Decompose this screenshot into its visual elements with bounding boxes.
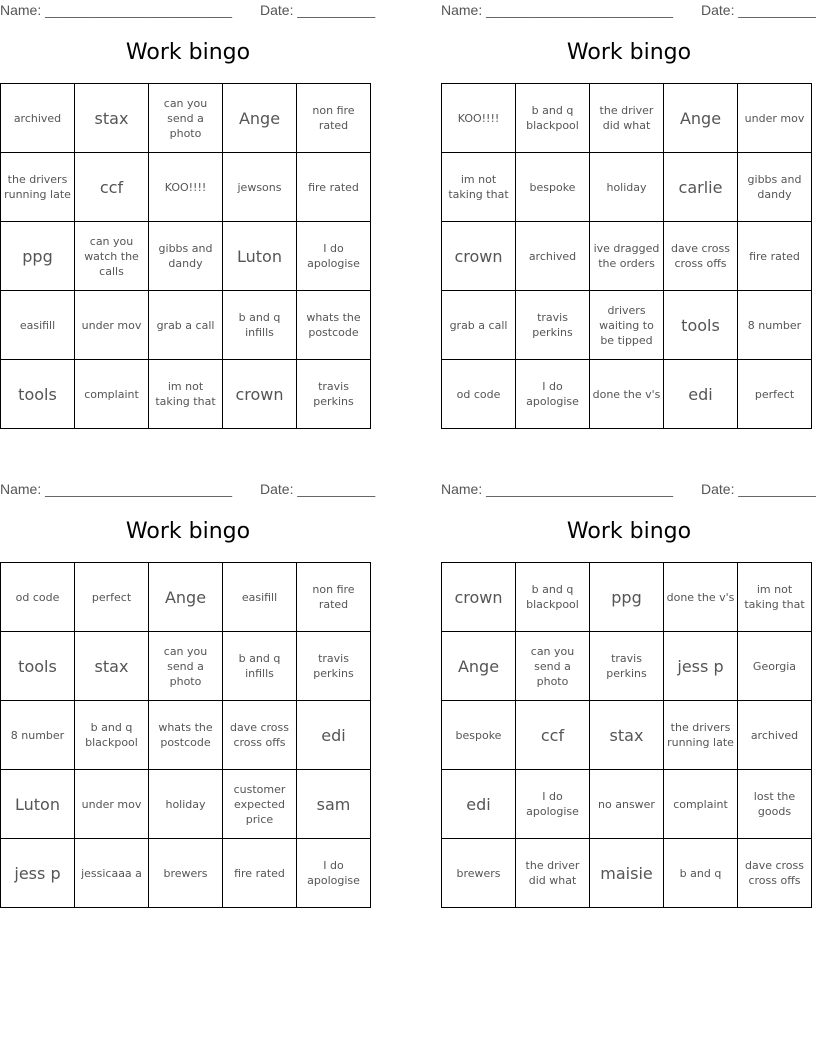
bingo-cell: bespoke bbox=[516, 153, 590, 222]
card-title: Work bingo bbox=[566, 40, 692, 65]
bingo-cell: Luton bbox=[1, 770, 75, 839]
bingo-cell: travis perkins bbox=[297, 632, 371, 701]
name-field: Name: ________________________ bbox=[0, 481, 232, 497]
bingo-cell: can you send a photo bbox=[516, 632, 590, 701]
bingo-cell: under mov bbox=[738, 84, 812, 153]
bingo-cell: complaint bbox=[664, 770, 738, 839]
bingo-cell: whats the postcode bbox=[297, 291, 371, 360]
bingo-cell: under mov bbox=[75, 770, 149, 839]
bingo-cell: b and q blackpool bbox=[75, 701, 149, 770]
bingo-cell: Ange bbox=[442, 632, 516, 701]
bingo-cell: im not taking that bbox=[149, 360, 223, 429]
bingo-cell: crown bbox=[442, 563, 516, 632]
bingo-cell: b and q blackpool bbox=[516, 84, 590, 153]
bingo-cell: KOO!!!! bbox=[149, 153, 223, 222]
bingo-cell: drivers waiting to be tipped bbox=[590, 291, 664, 360]
bingo-cell: perfect bbox=[75, 563, 149, 632]
bingo-cell: tools bbox=[1, 360, 75, 429]
bingo-cell: holiday bbox=[590, 153, 664, 222]
bingo-cell: fire rated bbox=[297, 153, 371, 222]
date-field: Date: __________ bbox=[701, 481, 816, 497]
bingo-cell: archived bbox=[738, 701, 812, 770]
bingo-cell: tools bbox=[664, 291, 738, 360]
bingo-cell: sam bbox=[297, 770, 371, 839]
bingo-cell: whats the postcode bbox=[149, 701, 223, 770]
bingo-cell: Ange bbox=[664, 84, 738, 153]
bingo-card bbox=[0, 479, 376, 919]
bingo-cell: archived bbox=[516, 222, 590, 291]
bingo-cell: can you send a photo bbox=[149, 632, 223, 701]
bingo-cell: I do apologise bbox=[297, 222, 371, 291]
bingo-cell: customer expected price bbox=[223, 770, 297, 839]
bingo-cell: I do apologise bbox=[516, 360, 590, 429]
bingo-cell: Ange bbox=[149, 563, 223, 632]
bingo-cell: the driver did what bbox=[590, 84, 664, 153]
bingo-cell: grab a call bbox=[442, 291, 516, 360]
bingo-cell: under mov bbox=[75, 291, 149, 360]
bingo-cell: b and q bbox=[664, 839, 738, 908]
bingo-grid bbox=[441, 562, 812, 908]
bingo-cell: ccf bbox=[75, 153, 149, 222]
bingo-cell: edi bbox=[297, 701, 371, 770]
bingo-grid bbox=[0, 83, 371, 429]
bingo-grid bbox=[0, 562, 371, 908]
bingo-cell: brewers bbox=[442, 839, 516, 908]
bingo-card bbox=[441, 479, 816, 919]
bingo-cell: brewers bbox=[149, 839, 223, 908]
bingo-cell: ive dragged the orders bbox=[590, 222, 664, 291]
bingo-cell: easifill bbox=[1, 291, 75, 360]
bingo-card bbox=[0, 0, 376, 440]
bingo-cell: fire rated bbox=[738, 222, 812, 291]
bingo-cell: holiday bbox=[149, 770, 223, 839]
bingo-cell: od code bbox=[442, 360, 516, 429]
bingo-cell: carlie bbox=[664, 153, 738, 222]
bingo-cell: crown bbox=[223, 360, 297, 429]
bingo-cell: ppg bbox=[1, 222, 75, 291]
bingo-cell: crown bbox=[442, 222, 516, 291]
bingo-cell: jewsons bbox=[223, 153, 297, 222]
bingo-cell: Ange bbox=[223, 84, 297, 153]
bingo-cell: gibbs and dandy bbox=[738, 153, 812, 222]
bingo-cell: tools bbox=[1, 632, 75, 701]
card-title: Work bingo bbox=[566, 519, 692, 544]
bingo-cell: archived bbox=[1, 84, 75, 153]
bingo-cell: travis perkins bbox=[297, 360, 371, 429]
bingo-cell: no answer bbox=[590, 770, 664, 839]
bingo-cell: b and q infills bbox=[223, 632, 297, 701]
bingo-cell: b and q blackpool bbox=[516, 563, 590, 632]
bingo-cell: gibbs and dandy bbox=[149, 222, 223, 291]
bingo-cell: ppg bbox=[590, 563, 664, 632]
bingo-cell: od code bbox=[1, 563, 75, 632]
bingo-cell: the drivers running late bbox=[664, 701, 738, 770]
bingo-cell: im not taking that bbox=[738, 563, 812, 632]
bingo-cell: non fire rated bbox=[297, 84, 371, 153]
bingo-cell: grab a call bbox=[149, 291, 223, 360]
date-field: Date: __________ bbox=[701, 2, 816, 18]
bingo-cell: done the v's bbox=[590, 360, 664, 429]
card-title: Work bingo bbox=[125, 40, 251, 65]
bingo-cell: non fire rated bbox=[297, 563, 371, 632]
bingo-cell: done the v's bbox=[664, 563, 738, 632]
name-field: Name: ________________________ bbox=[441, 481, 673, 497]
bingo-cell: stax bbox=[75, 632, 149, 701]
bingo-cell: I do apologise bbox=[297, 839, 371, 908]
name-field: Name: ________________________ bbox=[0, 2, 232, 18]
name-field: Name: ________________________ bbox=[441, 2, 673, 18]
bingo-cell: travis perkins bbox=[516, 291, 590, 360]
date-field: Date: __________ bbox=[260, 481, 376, 497]
bingo-cell: Georgia bbox=[738, 632, 812, 701]
bingo-cell: KOO!!!! bbox=[442, 84, 516, 153]
bingo-cell: bespoke bbox=[442, 701, 516, 770]
bingo-cell: easifill bbox=[223, 563, 297, 632]
bingo-cell: ccf bbox=[516, 701, 590, 770]
bingo-cell: fire rated bbox=[223, 839, 297, 908]
bingo-cell: b and q infills bbox=[223, 291, 297, 360]
bingo-cell: perfect bbox=[738, 360, 812, 429]
bingo-card bbox=[441, 0, 816, 440]
bingo-cell: complaint bbox=[75, 360, 149, 429]
bingo-cell: 8 number bbox=[1, 701, 75, 770]
bingo-cell: I do apologise bbox=[516, 770, 590, 839]
bingo-grid bbox=[441, 83, 812, 429]
bingo-cell: dave cross cross offs bbox=[223, 701, 297, 770]
bingo-cell: dave cross cross offs bbox=[738, 839, 812, 908]
bingo-cell: im not taking that bbox=[442, 153, 516, 222]
bingo-cell: maisie bbox=[590, 839, 664, 908]
bingo-cell: edi bbox=[442, 770, 516, 839]
bingo-cell: stax bbox=[590, 701, 664, 770]
bingo-cell: Luton bbox=[223, 222, 297, 291]
bingo-cell: jess p bbox=[664, 632, 738, 701]
card-title: Work bingo bbox=[125, 519, 251, 544]
bingo-cell: lost the goods bbox=[738, 770, 812, 839]
bingo-cell: travis perkins bbox=[590, 632, 664, 701]
bingo-cell: stax bbox=[75, 84, 149, 153]
bingo-cell: dave cross cross offs bbox=[664, 222, 738, 291]
bingo-cell: 8 number bbox=[738, 291, 812, 360]
bingo-cell: can you watch the calls bbox=[75, 222, 149, 291]
bingo-cell: the driver did what bbox=[516, 839, 590, 908]
bingo-cell: jessicaaa a bbox=[75, 839, 149, 908]
bingo-cell: the drivers running late bbox=[1, 153, 75, 222]
bingo-cell: jess p bbox=[1, 839, 75, 908]
bingo-cell: can you send a photo bbox=[149, 84, 223, 153]
date-field: Date: __________ bbox=[260, 2, 376, 18]
bingo-cell: edi bbox=[664, 360, 738, 429]
